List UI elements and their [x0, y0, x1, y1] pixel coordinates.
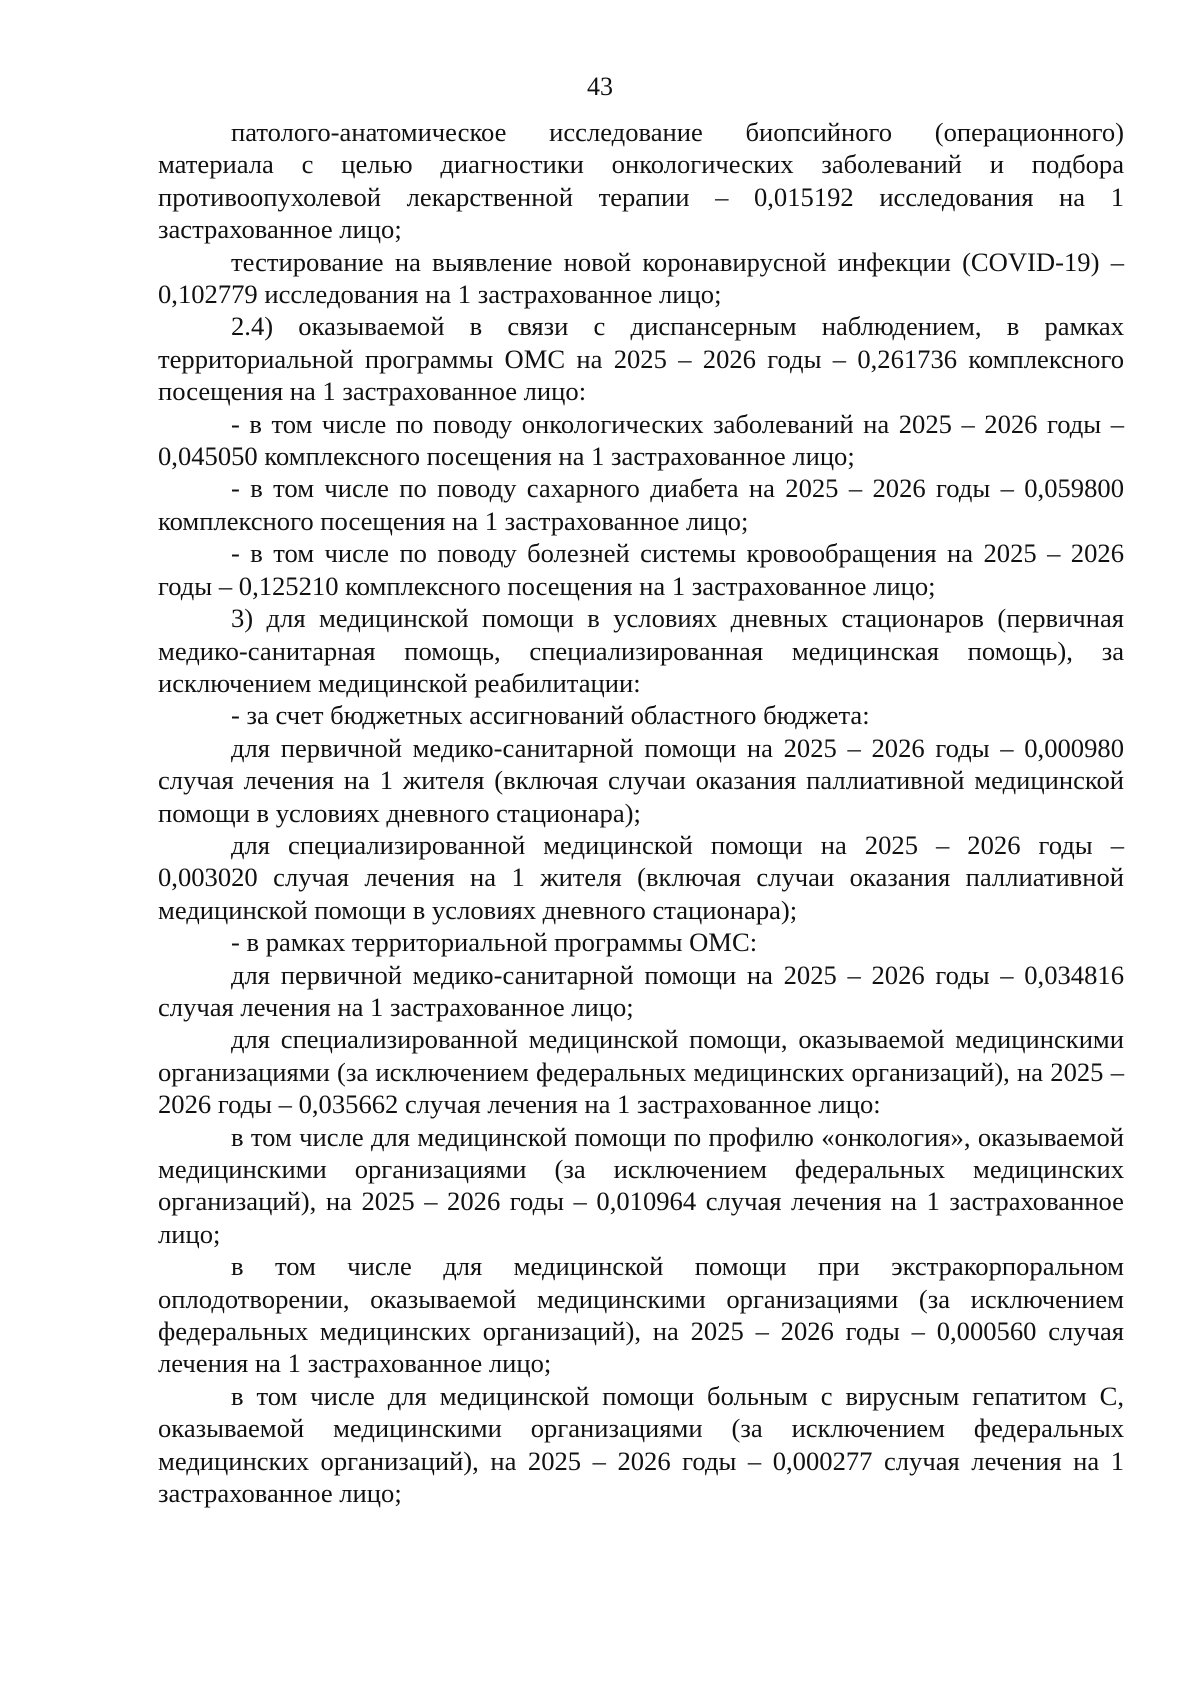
paragraph: 2.4) оказываемой в связи с диспансерным наблюдением, в рамках территориальной программы ОМС на 2025 – 2026 годы – 0,261736 комплексного посещения на 1 застрахованное лицо: [158, 311, 1124, 407]
paragraph: - за счет бюджетных ассигнований областного бюджета: [231, 700, 870, 731]
paragraph: в том числе для медицинской помощи больным с вирусным гепатитом С, оказываемой медицинскими организациями (за исключением федеральных медицинских организаций), на 2025 – 2026 годы – 0,000277 случая лечения на 1 застрахованное лицо; [158, 1380, 1124, 1509]
paragraph: - в рамках территориальной программы ОМС: [231, 927, 758, 958]
paragraph: для первичной медико-санитарной помощи на 2025 – 2026 годы – 0,034816 случая лечения на 1 застрахованное лицо; [158, 959, 1124, 1022]
page-number: 43 [587, 72, 613, 101]
paragraph: для специализированной медицинской помощи на 2025 – 2026 годы – 0,003020 случая лечения на 1 жителя (включая случаи оказания паллиативной медицинской помощи в условиях дневного стационара); [158, 829, 1124, 925]
paragraph: - в том числе по поводу онкологических заболеваний на 2025 – 2026 годы – 0,045050 комплексного посещения на 1 застрахованное лицо; [158, 408, 1124, 472]
document-body [158, 116, 1124, 1509]
paragraph: в том числе для медицинской помощи при экстракорпоральном оплодотворении, оказываемой медицинскими организациями (за исключением федеральных медицинских организаций), на 2025 – 2026 годы – 0,000560 случая лечения на 1 застрахованное лицо; [158, 1251, 1124, 1379]
paragraph: для первичной медико-санитарной помощи на 2025 – 2026 годы – 0,000980 случая лечения на 1 жителя (включая случаи оказания паллиативной медицинской помощи в условиях дневного стационара); [158, 732, 1124, 828]
paragraph: тестирование на выявление новой коронавирусной инфекции (COVID-19) – 0,102779 исследования на 1 застрахованное лицо; [158, 246, 1124, 310]
paragraph: - в том числе по поводу болезней системы кровообращения на 2025 – 2026 годы – 0,125210 комплексного посещения на 1 застрахованное лицо; [158, 538, 1124, 601]
paragraph: - в том числе по поводу сахарного диабета на 2025 – 2026 годы – 0,059800 комплексного посещения на 1 застрахованное лицо; [158, 473, 1124, 536]
paragraph: для специализированной медицинской помощи, оказываемой медицинскими организациями (за исключением федеральных медицинских организаций), на 2025 – 2026 годы – 0,035662 случая лечения на 1 застрахованное лицо: [158, 1024, 1124, 1120]
paragraph: 3) для медицинской помощи в условиях дневных стационаров (первичная медико-санитарная помощь, специализированная медицинская помощь), за исключением медицинской реабилитации: [158, 603, 1124, 698]
paragraph: патолого-анатомическое исследование биопсийного (операционного) материала с целью диагностики онкологических заболеваний и подбора противоопухолевой лекарственной терапии – 0,015192 исследования на 1 застрахованное лицо; [158, 117, 1124, 245]
paragraph: в том числе для медицинской помощи по профилю «онкология», оказываемой медицинскими организациями (за исключением федеральных медицинских организаций), на 2025 – 2026 годы – 0,010964 случая лечения на 1 застрахованное лицо; [158, 1121, 1124, 1249]
